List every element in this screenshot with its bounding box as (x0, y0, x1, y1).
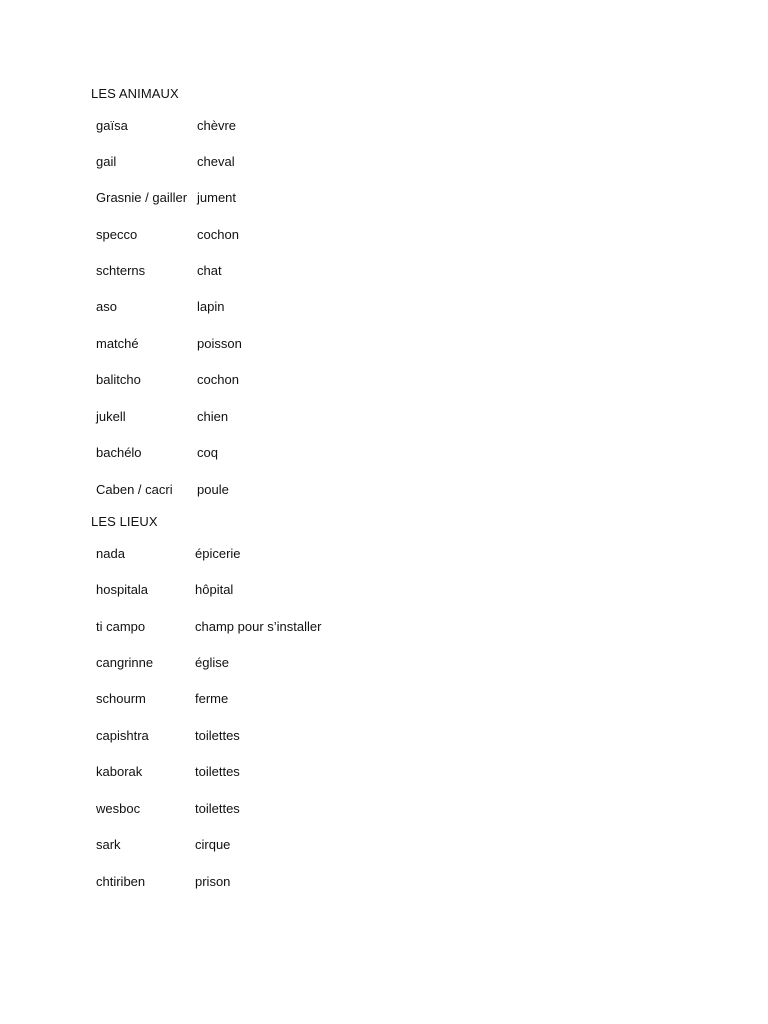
vocab-translation: chèvre (197, 118, 237, 133)
vocab-translation: prison (195, 874, 231, 889)
vocab-translation: église (195, 655, 229, 670)
vocab-translation: épicerie (195, 546, 241, 561)
vocab-term: chtiriben (96, 874, 146, 889)
vocab-row (96, 444, 416, 462)
vocab-term: capishtra (96, 728, 149, 743)
vocab-term: Caben / cacri (96, 482, 173, 497)
vocab-translation: cheval (197, 154, 235, 169)
vocab-row (96, 581, 416, 599)
vocab-row (96, 800, 416, 818)
vocab-translation: chien (197, 409, 229, 424)
vocab-translation: hôpital (195, 582, 234, 597)
vocab-translation: toilettes (195, 728, 240, 743)
vocab-row (96, 836, 416, 854)
vocab-row (96, 226, 416, 244)
vocab-row (96, 690, 416, 708)
vocab-row (96, 262, 416, 280)
vocab-row (96, 189, 416, 207)
vocab-row (96, 727, 416, 745)
vocab-term: jukell (96, 409, 126, 424)
vocab-row (96, 408, 416, 426)
vocab-row (96, 873, 416, 891)
section-heading-animaux: LES ANIMAUX (91, 86, 179, 101)
vocab-translation: jument (197, 190, 237, 205)
vocab-translation: cirque (195, 837, 231, 852)
vocab-term: ti campo (96, 619, 146, 634)
vocab-row (96, 545, 416, 563)
vocab-row (96, 618, 416, 636)
vocab-translation: champ pour s’installer (195, 619, 322, 634)
vocab-translation: toilettes (195, 801, 240, 816)
vocab-row (96, 763, 416, 781)
vocab-term: schourm (96, 691, 146, 706)
section-heading-lieux: LES LIEUX (91, 514, 158, 529)
vocab-row (96, 654, 416, 672)
vocab-translation: ferme (195, 691, 229, 706)
vocab-term: balitcho (96, 372, 141, 387)
vocab-row (96, 153, 416, 171)
vocab-translation: cochon (197, 372, 239, 387)
vocab-term: gail (96, 154, 117, 169)
vocab-term: hospitala (96, 582, 149, 597)
vocab-translation: toilettes (195, 764, 240, 779)
vocab-term: specco (96, 227, 138, 242)
vocab-translation: chat (197, 263, 222, 278)
vocab-row (96, 371, 416, 389)
vocab-term: nada (96, 546, 125, 561)
vocab-term: cangrinne (96, 655, 154, 670)
vocab-translation: lapin (197, 299, 225, 314)
vocab-term: bachélo (96, 445, 142, 460)
vocab-row (96, 481, 416, 499)
vocab-term: sark (96, 837, 121, 852)
vocab-translation: poule (197, 482, 229, 497)
vocab-translation: cochon (197, 227, 239, 242)
vocab-term: kaborak (96, 764, 143, 779)
vocab-row (96, 298, 416, 316)
vocab-term: gaïsa (96, 118, 128, 133)
vocab-translation: poisson (197, 336, 242, 351)
vocab-translation: coq (197, 445, 218, 460)
vocab-term: matché (96, 336, 139, 351)
vocab-term: Grasnie / gailler (96, 190, 188, 205)
vocab-term: wesboc (96, 801, 141, 816)
vocab-term: aso (96, 299, 117, 314)
vocab-term: schterns (96, 263, 146, 278)
vocab-row (96, 335, 416, 353)
vocab-row (96, 117, 416, 135)
